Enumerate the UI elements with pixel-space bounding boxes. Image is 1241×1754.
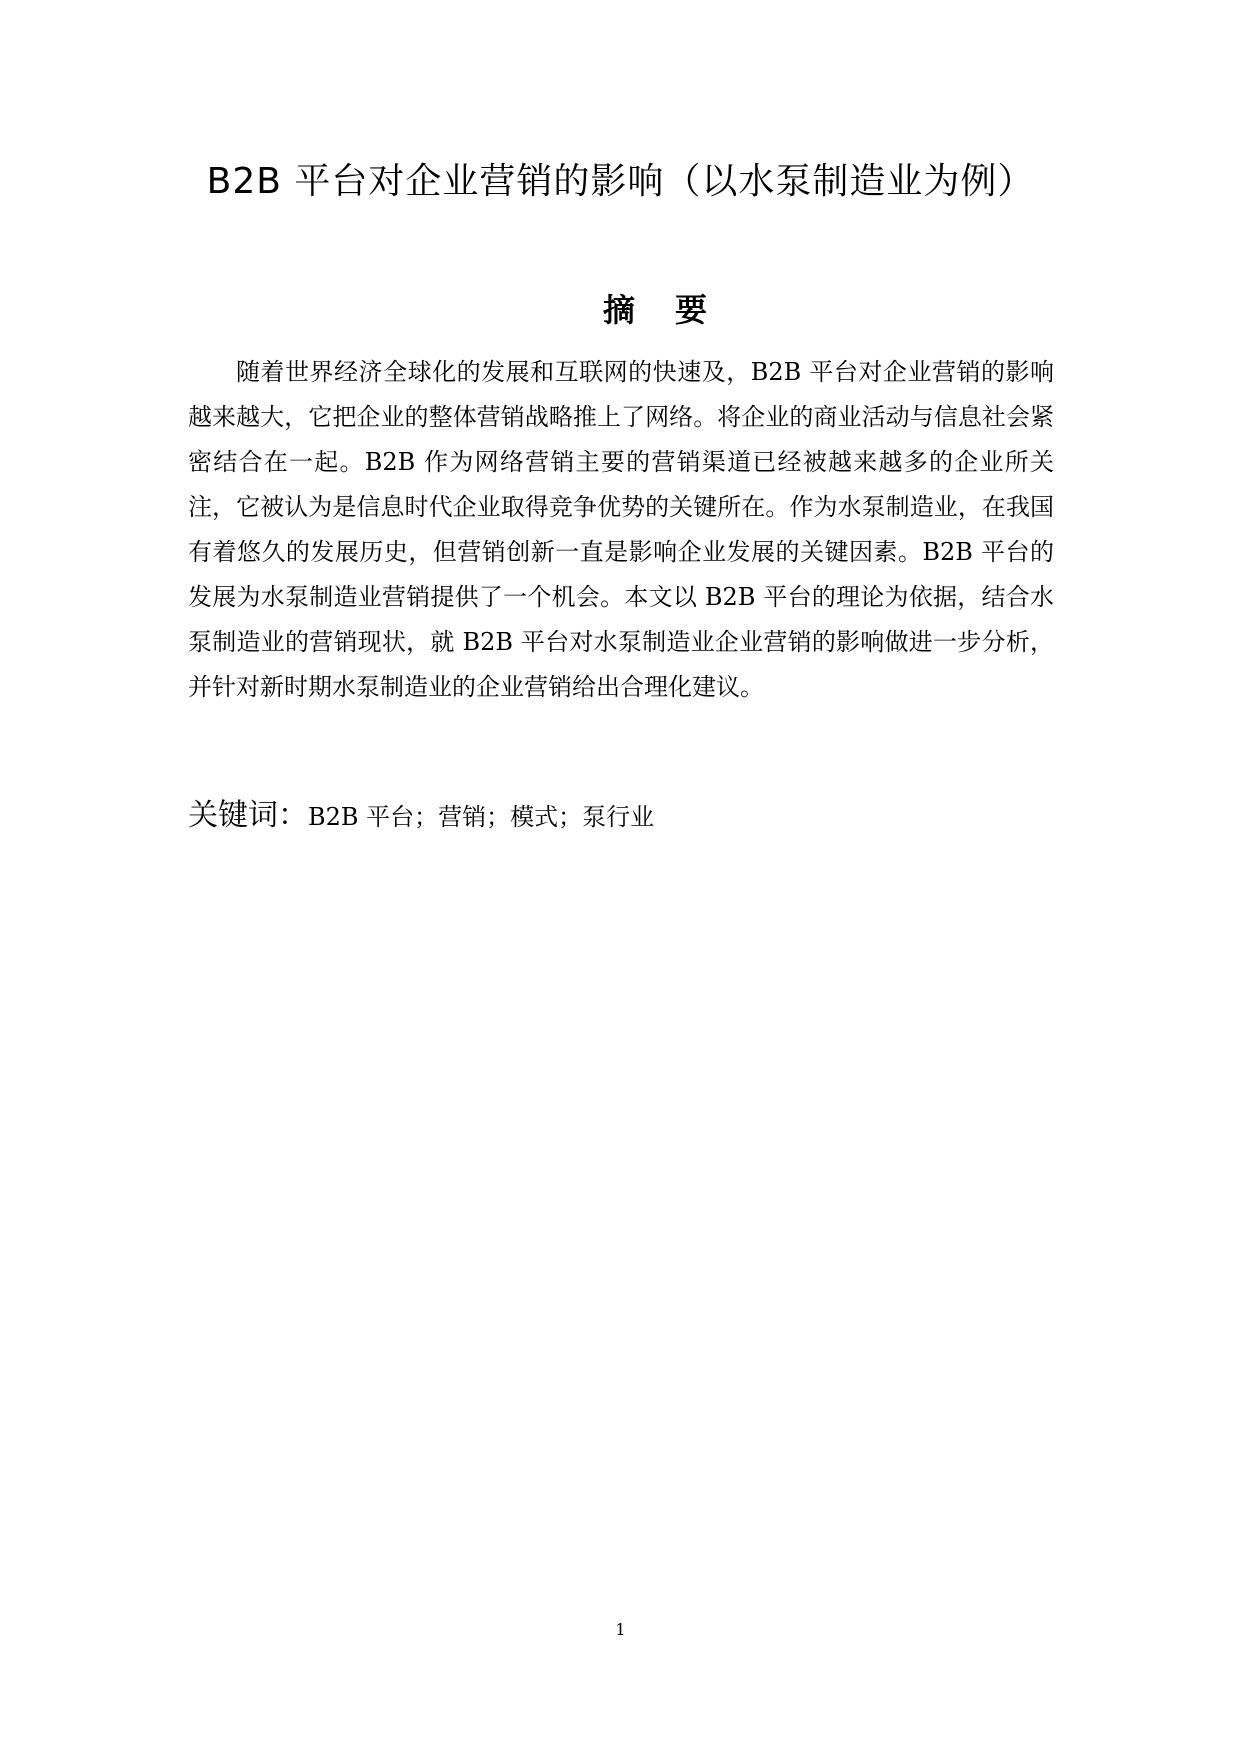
abstract-heading-char-1: 摘 [602,291,635,329]
abstract-heading [0,288,1241,332]
abstract-body: 随着世界经济全球化的发展和互联网的快速及，B2B 平台对企业营销的影响越来越大，它把企业的整体营销战略推上了网络。将企业的商业活动与信息社会紧密结合在一起。B2B 作为网络营销主要的营销渠道已经被越来越多的企业所关注，它被认为是信息时代企业取得竞争优势的关键所在。作为水泵制造业，在我国有着悠久的发展历史，但营销创新一直是影响企业发展的关键因素。B2B 平台的发展为水泵制造业营销提供了一个机会。本文以 B2B 平台的理论为依据，结合水泵制造业的营销现状，就 B2B 平台对水泵制造业企业营销的影响做进一步分析，并针对新时期水泵制造业的企业营销给出合理化建议。 [188,358,1054,701]
abstract-heading-char-2: 要 [675,291,708,329]
keywords-label: 关键词： [188,798,308,833]
document-title: B2B 平台对企业营销的影响（以水泵制造业为例） [206,161,1035,202]
page-number: 1 [615,1620,626,1639]
keywords-value: B2B 平台；营销；模式；泵行业 [308,803,655,831]
keywords-line [188,796,1054,837]
